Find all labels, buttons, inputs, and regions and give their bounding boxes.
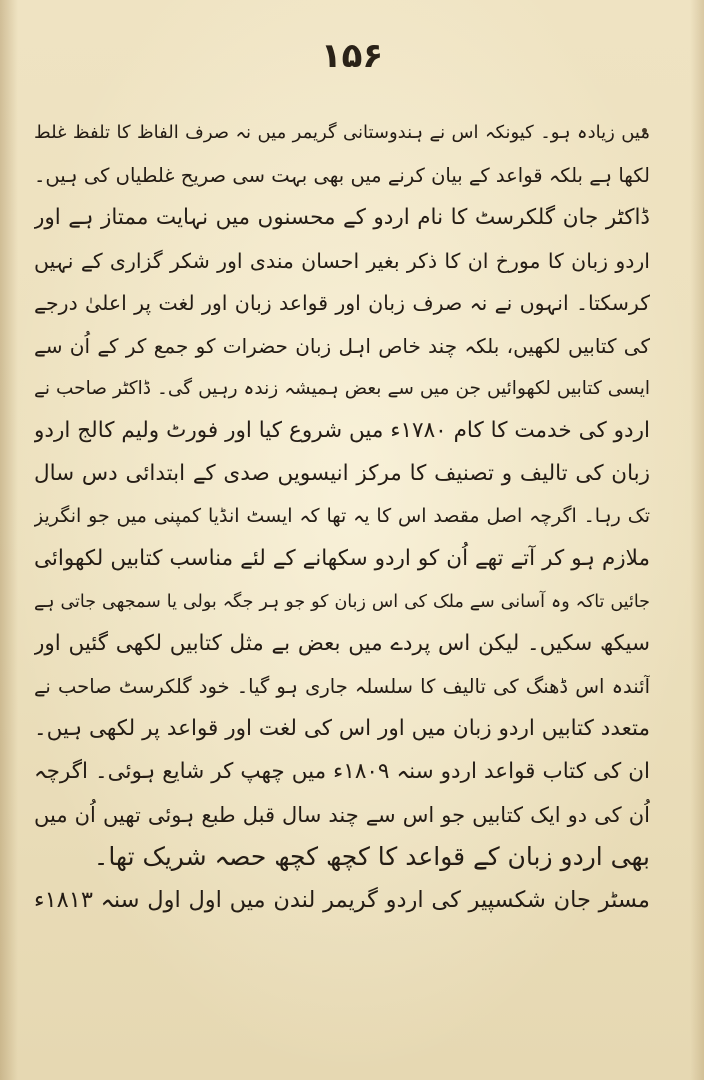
text-line: میں زیادہ ہو۔ کیونکہ اس نے ہندوستانی گریمر میں نہ صرف الفاظ کا تلفظ غلط bbox=[34, 122, 650, 143]
body-text bbox=[34, 112, 650, 921]
text-line: آئندہ اس ڈھنگ کی تالیف کا سلسلہ جاری ہو گیا۔ خود گلکرسٹ صاحب نے bbox=[34, 674, 650, 698]
text-line: اردو کی خدمت کا کام ۱۷۸۰ء میں شروع کیا اور فورٹ ولیم کالج اردو bbox=[34, 418, 650, 444]
page-number: ۱۵۶ bbox=[320, 36, 384, 76]
text-line: لکھا ہے بلکہ قواعد کے بیان کرنے میں بھی بہت سی صریح غلطیاں کی ہیں۔ bbox=[34, 163, 650, 187]
text-line: سیکھ سکیں۔ لیکن اس پردے میں بعض بے مثل کتابیں لکھی گئیں اور bbox=[34, 631, 650, 657]
text-line: زبان کی تالیف و تصنیف کا مرکز انیسویں صدی کے ابتدائی دس سال bbox=[34, 460, 650, 486]
text-line: مسٹر جان شکسپیر کی اردو گریمر لندن میں اول اول سنہ ۱۸۱۳ء bbox=[34, 886, 650, 913]
text-line: ان کی کتاب قواعد اردو سنہ ۱۸۰۹ء میں چھپ کر شایع ہوئی۔ اگرچہ bbox=[34, 758, 650, 784]
text-line: ملازم ہو کر آتے تھے اُن کو اردو سکھانے کے لئے مناسب کتابیں لکھوائی bbox=[34, 545, 650, 571]
text-line: اردو زبان کا مورخ ان کا ذکر بغیر احسان مندی اور شکر گزاری کے نہیں bbox=[34, 248, 650, 273]
text-line: ڈاکٹر جان گلکرسٹ کا نام اردو کے محسنوں میں نہایت ممتاز ہے اور bbox=[34, 205, 650, 231]
text-line: بھی اردو زبان کے قواعد کا کچھ کچھ حصہ شریک تھا۔ bbox=[93, 842, 650, 872]
text-line: کی کتابیں لکھیں، بلکہ چند خاص اہل زبان حضرات کو جمع کر کے اُن سے bbox=[34, 333, 650, 358]
text-line: کرسکتا۔ انہوں نے نہ صرف زبان اور قواعد زبان اور لغت پر اعلیٰ درجے bbox=[34, 291, 650, 316]
text-line: ایسی کتابیں لکھوائیں جن میں سے بعض ہمیشہ زندہ رہیں گی۔ ڈاکٹر صاحب نے bbox=[34, 377, 650, 399]
text-line: جائیں تاکہ وہ آسانی سے ملک کی اس زبان کو جو ہر جگہ بولی یا سمجھی جاتی ہے bbox=[34, 591, 650, 612]
text-line: اُن کی دو ایک کتابیں جو اس سے چند سال قبل طبع ہوئی تھیں اُن میں bbox=[34, 802, 650, 827]
text-line: تک رہا۔ اگرچہ اصل مقصد اس کا یہ تھا کہ ایسٹ انڈیا کمپنی میں جو انگریز bbox=[34, 505, 650, 528]
text-line: متعدد کتابیں اردو زبان میں اور اس کی لغت اور قواعد پر لکھی ہیں۔ bbox=[34, 716, 650, 742]
